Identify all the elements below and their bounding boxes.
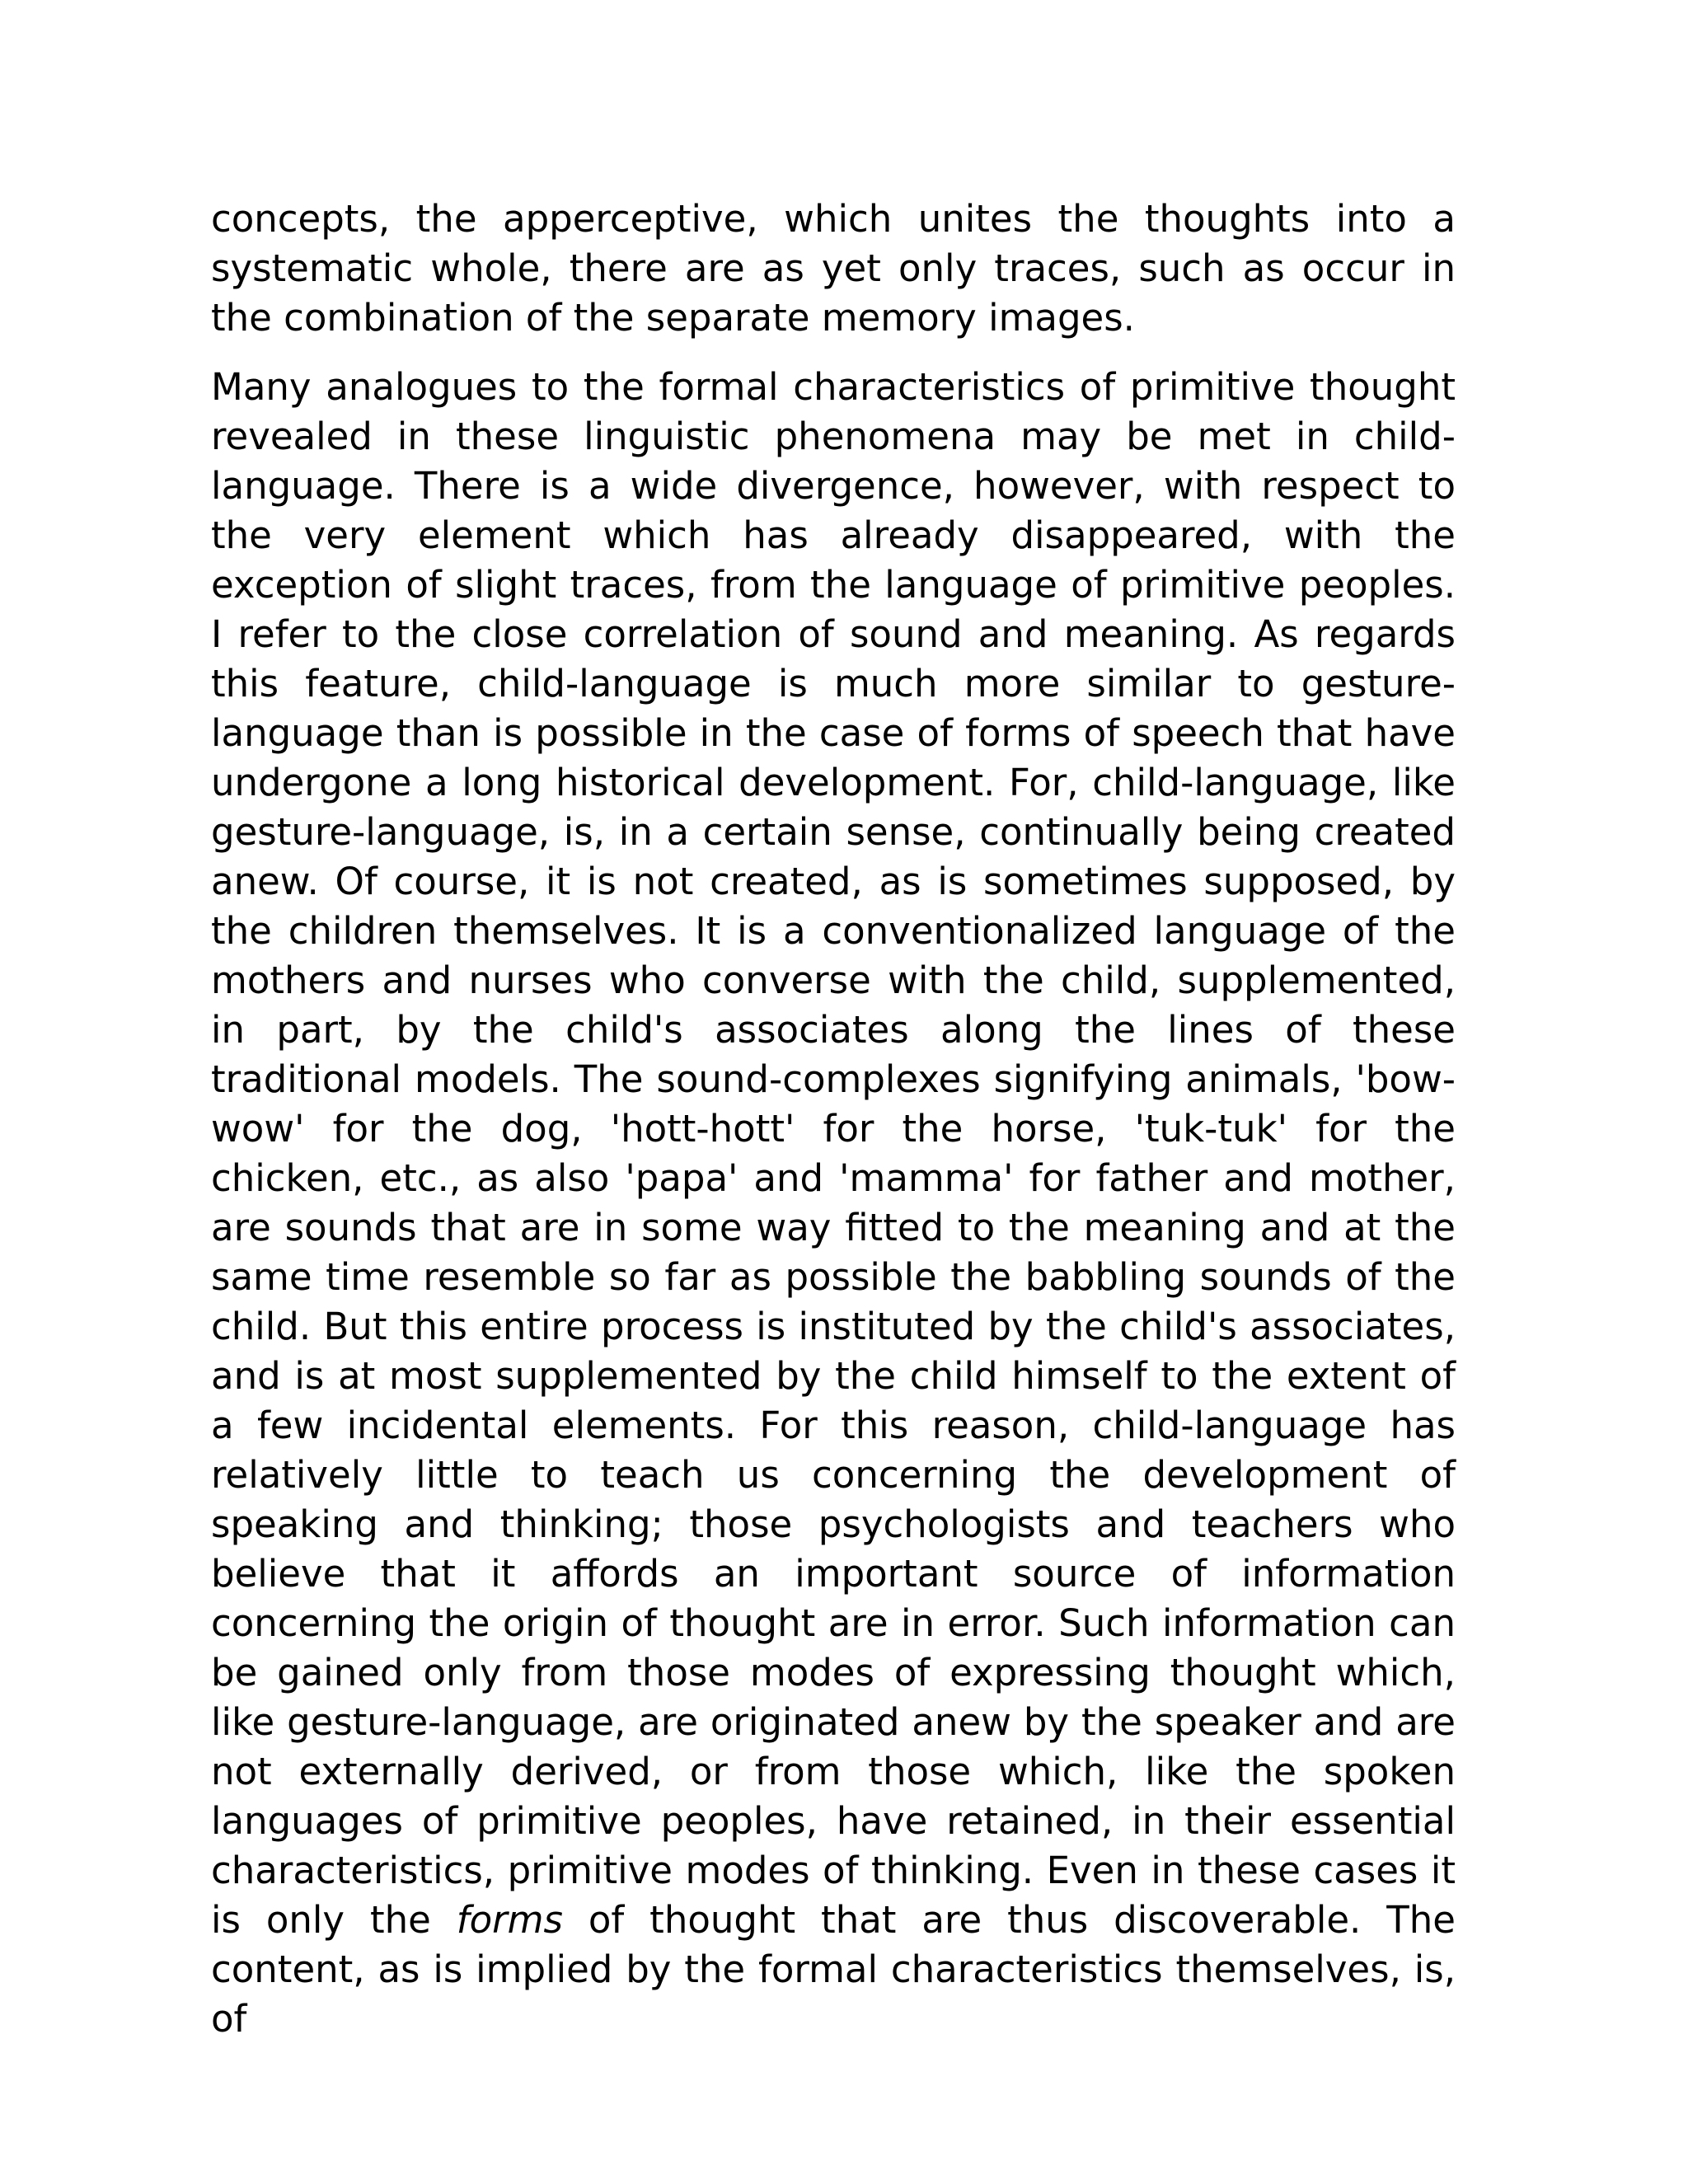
- paragraph-2-text-end: of thought that are thus discoverable. The content, as is implied by the formal characteristics themselves, is, of: [211, 1898, 1456, 2041]
- paragraph-2: [211, 363, 1456, 2044]
- italic-word-forms: forms: [456, 1898, 563, 1942]
- paragraph-2-text-start: Many analogues to the formal characteristics of primitive thought revealed in these linguistic phenomena may be met in child-language. There is a wide divergence, however, with respect to the very element which has already disappeared, with the exception of slight traces, from the language of primitive peoples. I refer to the close correlation of sound and meaning. As regards this feature, child-language is much more similar to gesture-language than is possible in the case of forms of speech that have undergone a long historical development. For, child-language, like gesture-language, is, in a certain sense, continually being created anew. Of course, it is not created, as is sometimes supposed, by the children themselves. It is a conventionalized language of the mothers and nurses who converse with the child, supplemented, in part, by the child's associates along the lines of these traditional models. The sound-complexes signifying animals, 'bow-wow' for the dog, 'hott-hott' for the horse, 'tuk-tuk' for the chicken, etc., as also 'papa' and 'mamma' for father and mother, are sounds that are in some way fitted to the meaning and at the same time resemble so far as possible the babbling sounds of the child. But this entire process is instituted by the child's associates, and is at most supplemented by the child himself to the extent of a few incidental elements. For this reason, child-language has relatively little to teach us concerning the development of speaking and thinking; those psychologists and teachers who believe that it affords an important source of information concerning the origin of thought are in error. Such information can be gained only from those modes of expressing thought which, like gesture-language, are originated anew by the speaker and are not externally derived, or from those which, like the spoken languages of primitive peoples, have retained, in their essential characteristics, primitive modes of thinking. Even in these cases it is only the: [211, 365, 1456, 1942]
- body-text: [211, 194, 1456, 2064]
- paragraph-1: concepts, the apperceptive, which unites the thoughts into a systematic whole, there are as yet only traces, such as occur in the combination of the separate memory images.: [211, 197, 1456, 340]
